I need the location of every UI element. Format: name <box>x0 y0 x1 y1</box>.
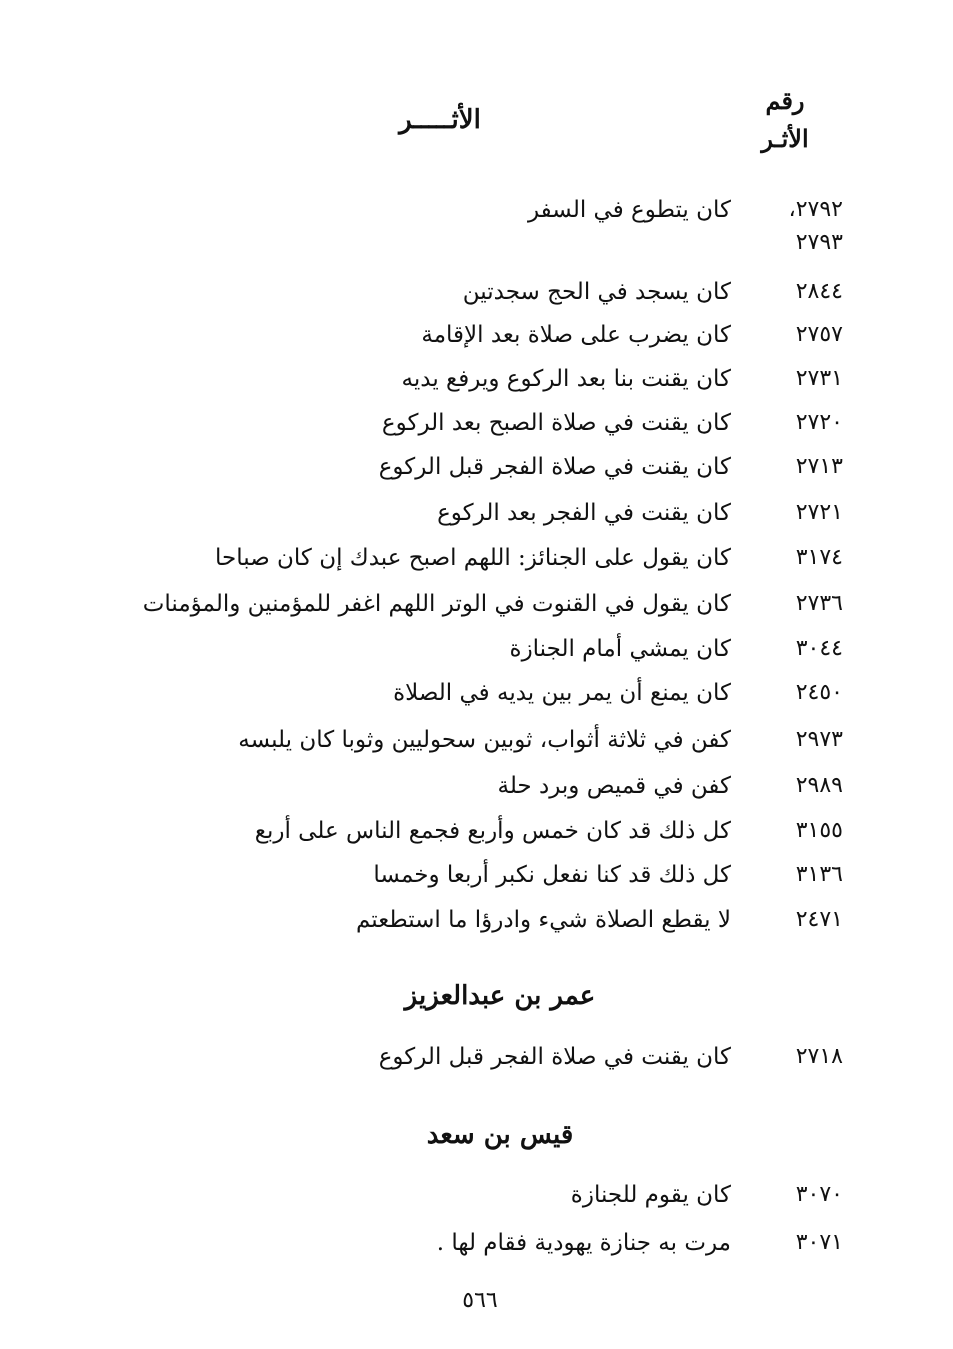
entry-text: كفن في قميص وبرد حلة <box>497 773 731 799</box>
section-heading-qays: قيس بن سعد <box>426 1120 574 1150</box>
entry-text: كان يسجد في الحج سجدتين <box>462 279 731 305</box>
entry-number: ٢٤٥٠ <box>795 680 843 705</box>
page-number: ٥٦٦ <box>462 1288 498 1313</box>
column-header-athar: الأثـــــر <box>399 105 481 135</box>
entry-text: كان يقنت في صلاة الفجر قبل الركوع <box>378 454 731 480</box>
entry-number: ٢٧٣٦ <box>795 591 843 616</box>
entry-number: ٢٧٩٢، <box>788 197 843 222</box>
entry-number: ٣٠٧٠ <box>795 1182 843 1207</box>
section-heading-umar: عمر بن عبدالعزيز <box>404 981 596 1011</box>
number-label-line1: رقم <box>765 86 805 115</box>
entry-text: كان يقول على الجنائز: اللهم اصبح عبدك إن كان صباحا <box>215 545 731 571</box>
entry-text: كفن في ثلاثة أثواب، ثوبين سحوليين وثوبا كان يلبسه <box>238 727 731 753</box>
entry-text: كان يمنع أن يمر بين يديه في الصلاة <box>393 680 731 706</box>
entry-number: ٢٧٢٠ <box>795 410 843 435</box>
entry-number: ٢٧١٣ <box>795 454 843 479</box>
entry-number: ٢٧٩٣ <box>795 230 843 255</box>
entry-number: ٢٧٣١ <box>795 366 843 391</box>
entry-number: ٣١٧٤ <box>795 545 843 570</box>
entry-text: كل ذلك قد كنا نفعل نكبر أربعا وخمسا <box>373 862 731 888</box>
entry-text: كان يمشي أمام الجنازة <box>509 636 731 662</box>
entry-text: لا يقطع الصلاة شيء وادرؤا ما استطعتم <box>356 907 731 933</box>
entry-text: كان يقنت في صلاة الفجر قبل الركوع <box>378 1044 731 1070</box>
entry-number: ٢٧٥٧ <box>795 322 843 347</box>
entry-number: ٢٨٤٤ <box>795 279 843 304</box>
number-label-line2: الأثـر <box>761 124 809 153</box>
entry-text: كان يقنت في صلاة الصبح بعد الركوع <box>381 410 731 436</box>
entry-text: كان يقوم للجنازة <box>570 1182 731 1208</box>
column-header-number <box>745 82 825 158</box>
entry-text: كان يقول في القنوت في الوتر اللهم اغفر للمؤمنين والمؤمنات <box>142 591 731 617</box>
entry-number: ٣١٥٥ <box>795 818 843 843</box>
entry-number: ٢٧١٨ <box>795 1044 843 1069</box>
entry-number: ٢٩٧٣ <box>795 727 843 752</box>
entry-number: ٢٤٧١ <box>795 907 843 932</box>
entry-number: ٢٩٨٩ <box>795 773 843 798</box>
entry-number: ٣١٣٦ <box>795 862 843 887</box>
entry-text: كان يضرب على صلاة بعد الإقامة <box>421 322 731 348</box>
entry-text: كان يتطوع في السفر <box>527 197 731 223</box>
entry-text: كل ذلك قد كان خمس وأربع فجمع الناس على أربع <box>254 818 731 844</box>
entry-number: ٣٠٤٤ <box>795 636 843 661</box>
entry-text: كان يقنت في الفجر بعد الركوع <box>437 500 731 526</box>
entry-number: ٢٧٢١ <box>795 500 843 525</box>
entry-text: مرت به جنازة يهودية فقام لها . <box>436 1230 731 1256</box>
entry-text: كان يقنت بنا بعد الركوع ويرفع يديه <box>401 366 731 392</box>
entry-number: ٣٠٧١ <box>795 1230 843 1255</box>
